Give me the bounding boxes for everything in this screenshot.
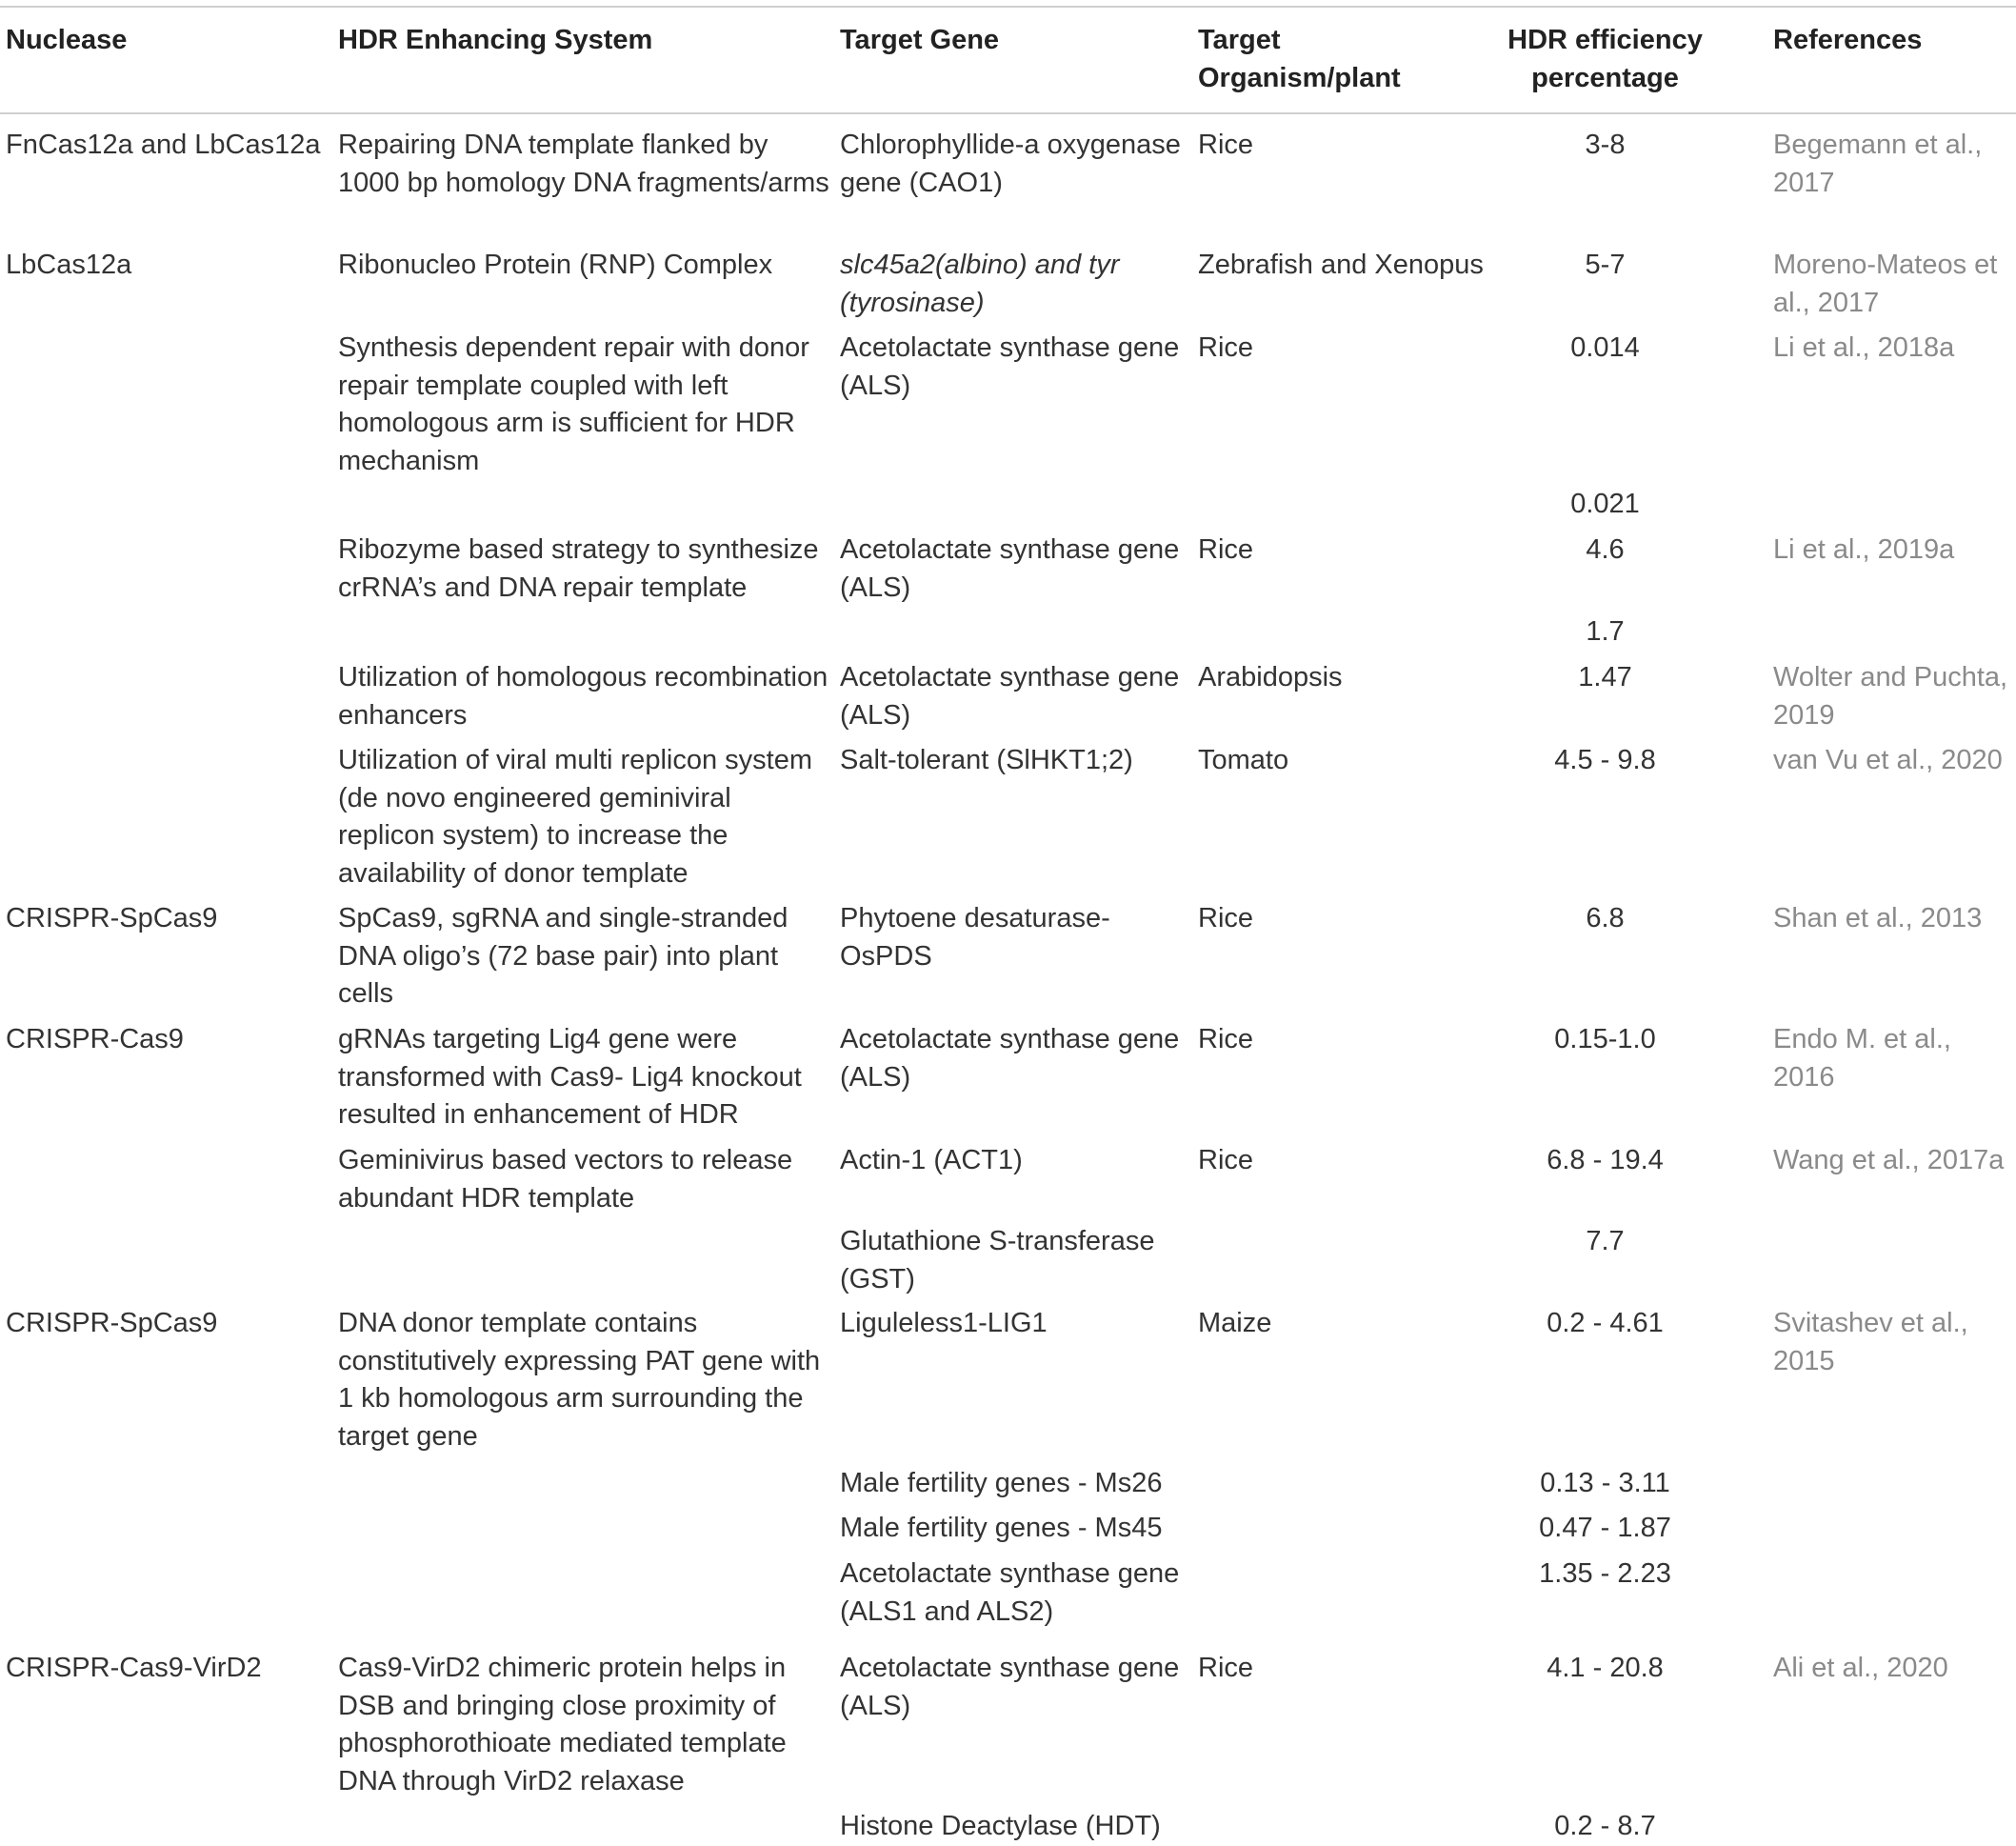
header-hdr-efficiency: HDR efficiency percentage: [1507, 25, 1703, 93]
cell-reference[interactable]: Begemann et al., 2017: [1773, 130, 1983, 198]
cell-system: Repairing DNA template flanked by 1000 bp homology DNA fragments/arms: [338, 130, 829, 198]
cell-system: Utilization of viral multi replicon system (de novo engineered geminiviral replicon system) to increase the availability of donor template: [338, 745, 812, 889]
cell-reference[interactable]: van Vu et al., 2020: [1773, 745, 2003, 775]
cell-gene: Histone Deactylase (HDT): [840, 1811, 1161, 1841]
cell-gene: Chlorophyllide-a oxygenase gene (CAO1): [840, 130, 1181, 198]
cell-efficiency: 0.15-1.0: [1554, 1024, 1656, 1054]
header-target-organism: Target Organism/plant: [1198, 25, 1401, 93]
cell-reference[interactable]: Moreno-Mateos et al., 2017: [1773, 250, 1998, 318]
cell-gene: Phytoene desaturase-OsPDS: [840, 903, 1110, 972]
cell-nuclease: CRISPR-SpCas9: [6, 1308, 218, 1338]
cell-reference[interactable]: Ali et al., 2020: [1773, 1653, 1948, 1683]
cell-system: DNA donor template contains constitutively expressing PAT gene with 1 kb homologous arm surrounding the target gene: [338, 1308, 821, 1452]
cell-organism: Rice: [1198, 903, 1254, 933]
header-hdr-system: HDR Enhancing System: [338, 25, 653, 55]
cell-gene: Acetolactate synthase gene (ALS): [840, 534, 1180, 603]
cell-efficiency: 6.8 - 19.4: [1547, 1145, 1664, 1175]
cell-system: Utilization of homologous recombination enhancers: [338, 662, 828, 731]
table-top-rule: [0, 6, 2016, 8]
table-header-rule: [0, 112, 2016, 114]
cell-efficiency: 4.1 - 20.8: [1547, 1653, 1664, 1683]
cell-efficiency: 1.35 - 2.23: [1539, 1558, 1671, 1589]
cell-nuclease: CRISPR-Cas9: [6, 1024, 184, 1054]
cell-system: Cas9-VirD2 chimeric protein helps in DSB and bringing close proximity of phosphorothioate mediated template DNA through VirD2 relaxase: [338, 1653, 787, 1796]
cell-efficiency: 0.021: [1570, 489, 1640, 519]
cell-efficiency: 1.47: [1578, 662, 1632, 692]
cell-gene: Acetolactate synthase gene (ALS): [840, 662, 1180, 731]
cell-efficiency: 0.13 - 3.11: [1540, 1468, 1670, 1498]
cell-system: Ribozyme based strategy to synthesize crRNA’s and DNA repair template: [338, 534, 819, 603]
cell-efficiency: 0.2 - 8.7: [1554, 1811, 1656, 1841]
cell-organism: Rice: [1198, 332, 1254, 363]
cell-efficiency: 6.8: [1586, 903, 1625, 933]
cell-system: SpCas9, sgRNA and single-stranded DNA oligo’s (72 base pair) into plant cells: [338, 903, 788, 1009]
cell-organism: Rice: [1198, 1653, 1254, 1683]
cell-reference[interactable]: Wolter and Puchta, 2019: [1773, 662, 2008, 731]
header-references: References: [1773, 25, 1923, 55]
cell-efficiency: 4.6: [1586, 534, 1625, 565]
cell-efficiency: 7.7: [1586, 1226, 1625, 1256]
cell-nuclease: CRISPR-SpCas9: [6, 903, 218, 933]
cell-reference[interactable]: Li et al., 2018a: [1773, 332, 1955, 363]
cell-nuclease: FnCas12a and LbCas12a: [6, 130, 321, 160]
cell-reference[interactable]: Wang et al., 2017a: [1773, 1145, 2005, 1175]
cell-reference[interactable]: Shan et al., 2013: [1773, 903, 1983, 933]
cell-efficiency: 3-8: [1585, 130, 1626, 160]
cell-efficiency: 4.5 - 9.8: [1554, 745, 1656, 775]
cell-system: Synthesis dependent repair with donor repair template coupled with left homologous arm is sufficient for HDR mechanism: [338, 332, 809, 476]
cell-efficiency: 0.2 - 4.61: [1547, 1308, 1664, 1338]
cell-gene: Male fertility genes - Ms26: [840, 1468, 1163, 1498]
cell-reference[interactable]: Svitashev et al., 2015: [1773, 1308, 1968, 1376]
cell-system: Geminivirus based vectors to release abundant HDR template: [338, 1145, 793, 1214]
header-target-gene: Target Gene: [840, 25, 1000, 55]
cell-organism: Rice: [1198, 1024, 1254, 1054]
cell-gene: Male fertility genes - Ms45: [840, 1513, 1163, 1543]
cell-system: gRNAs targeting Lig4 gene were transformed with Cas9- Lig4 knockout resulted in enhancement of HDR: [338, 1024, 802, 1130]
cell-organism: Rice: [1198, 1145, 1254, 1175]
cell-gene: Liguleless1-LIG1: [840, 1308, 1048, 1338]
cell-efficiency: 0.47 - 1.87: [1539, 1513, 1671, 1543]
cell-efficiency: 1.7: [1586, 616, 1625, 647]
cell-organism: Tomato: [1198, 745, 1289, 775]
cell-gene: Salt-tolerant (SlHKT1;2): [840, 745, 1133, 775]
cell-gene: Acetolactate synthase gene (ALS): [840, 332, 1180, 401]
cell-organism: Arabidopsis: [1198, 662, 1343, 692]
cell-gene: Glutathione S-transferase (GST): [840, 1226, 1155, 1294]
cell-gene: Acetolactate synthase gene (ALS): [840, 1653, 1180, 1721]
cell-reference[interactable]: Li et al., 2019a: [1773, 534, 1955, 565]
cell-organism: Rice: [1198, 534, 1254, 565]
cell-organism: Rice: [1198, 130, 1254, 160]
header-nuclease: Nuclease: [6, 25, 128, 55]
cell-gene: Acetolactate synthase gene (ALS): [840, 1024, 1180, 1093]
cell-efficiency: 5-7: [1585, 250, 1626, 280]
cell-system: Ribonucleo Protein (RNP) Complex: [338, 250, 773, 280]
cell-efficiency: 0.014: [1570, 332, 1640, 363]
cell-gene: Acetolactate synthase gene (ALS1 and ALS2): [840, 1558, 1180, 1627]
cell-nuclease: CRISPR-Cas9-VirD2: [6, 1653, 262, 1683]
cell-organism: Maize: [1198, 1308, 1272, 1338]
cell-reference[interactable]: Endo M. et al., 2016: [1773, 1024, 1951, 1093]
cell-gene: Actin-1 (ACT1): [840, 1145, 1023, 1175]
cell-gene: slc45a2(albino) and tyr (tyrosinase): [840, 250, 1120, 318]
cell-organism: Zebrafish and Xenopus: [1198, 250, 1484, 280]
cell-nuclease: LbCas12a: [6, 250, 132, 280]
